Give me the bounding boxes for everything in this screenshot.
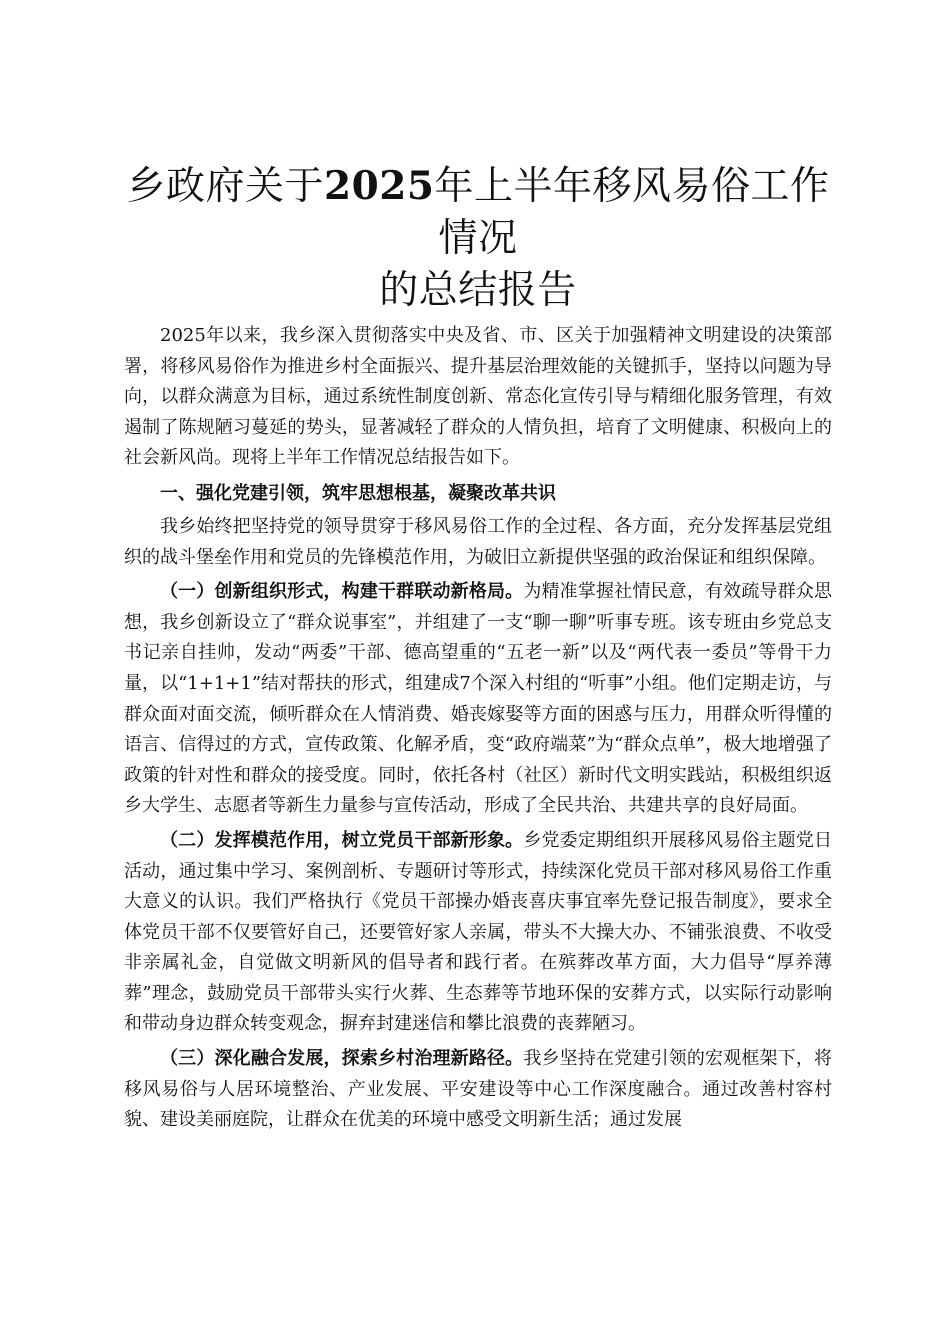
section-body-paragraph: 我乡始终把坚持党的领导贯穿于移风易俗工作的全过程、各方面，充分发挥基层党组织的战斗堡垒作用和党员的先锋模范作用，为破旧立新提供坚强的政治保证和组织保障。 [124,515,832,568]
subsection-text-2: 乡党委定期组织开展移风易俗主题党日活动，通过集中学习、案例剖析、专题研讨等形式，持续深化党员干部对移风易俗工作重大意义的认识。我们严格执行《党员干部操办婚丧喜庆事宜率先登记报告制度》，要求全体党员干部不仅要管好自己，还要管好家人亲属，带头不大操大办、不铺张浪费、不收受非亲属礼金，自觉做文明新风的倡导者和践行者。在殡葬改革方面，大力倡导“厚养薄葬”理念，鼓励党员干部带头实行火葬、生态葬等节地环保的安葬方式，以实际行动影响和带动身边群众转变观念，摒弃封建迷信和攀比浪费的丧葬陋习。 [124,829,833,1035]
document-title [124,160,832,317]
section-heading: 一、强化党建引领，筑牢思想根基，凝聚改革共识 [160,482,556,504]
title-line-2: 的总结报告 [379,268,577,313]
subsection-text-1: 为精准掌握社情民意，有效疏导群众思想，我乡创新设立了“群众说事室”，并组建了一支“聊一聊”听事专班。该专班由乡党总支书记亲自挂帅，发动“两委”干部、德高望重的“五老一新”以及“两代表一委员”等骨干力量，以“1+1+1”结对帮扶的形式，组建成7个深入村组的“听事”小组。他们定期走访，与群众面对面交流，倾听群众在人情消费、婚丧嫁娶等方面的困惑与压力，用群众听得懂的语言、信得过的方式，宣传政策、化解矛盾，变“政府端菜”为“群众点单”，极大地增强了政策的针对性和群众的接受度。同时，依托各村（社区）新时代文明实践站，积极组织返乡大学生、志愿者等新生力量参与宣传活动，形成了全民共治、共建共享的良好局面。 [124,581,833,817]
subsection-lead-1: （一）创新组织形式，构建干群联动新格局。 [160,581,524,603]
title-part-1: 乡政府关于 [126,164,324,209]
intro-paragraph: 2025年以来，我乡深入贯彻落实中央及省、市、区关于加强精神文明建设的决策部署，将移风易俗作为推进乡村全面振兴、提升基层治理效能的关键抓手，坚持以问题为导向，以群众满意为目标，通过系统性制度创新、常态化宣传引导与精细化服务管理，有效遏制了陈规陋习蔓延的势头，显著减轻了群众的人情负担，培育了文明健康、积极向上的社会新风尚。现将上半年工作情况总结报告如下。 [124,325,832,469]
title-year: 2025 [323,163,435,209]
subsection-lead-3: （三）深化融合发展，探索乡村治理新路径。 [160,1048,524,1070]
subsection-paragraph-1 [124,577,832,822]
subsection-lead-2: （二）发挥模范作用，树立党员干部新形象。 [160,829,524,851]
title-part-2: 年上半年移风易俗工作情况 [434,164,830,261]
subsection-paragraph-3 [124,1044,832,1136]
subsection-paragraph-2 [124,826,832,1040]
subsection-text-3: 我乡坚持在党建引领的宏观框架下，将移风易俗与人居环境整治、产业发展、平安建设等中心工作深度融合。通过改善村容村貌、建设美丽庭院，让群众在优美的环境中感受文明新生活；通过发展 [124,1048,833,1131]
title-line-1 [124,160,832,265]
document-body [124,160,832,1140]
